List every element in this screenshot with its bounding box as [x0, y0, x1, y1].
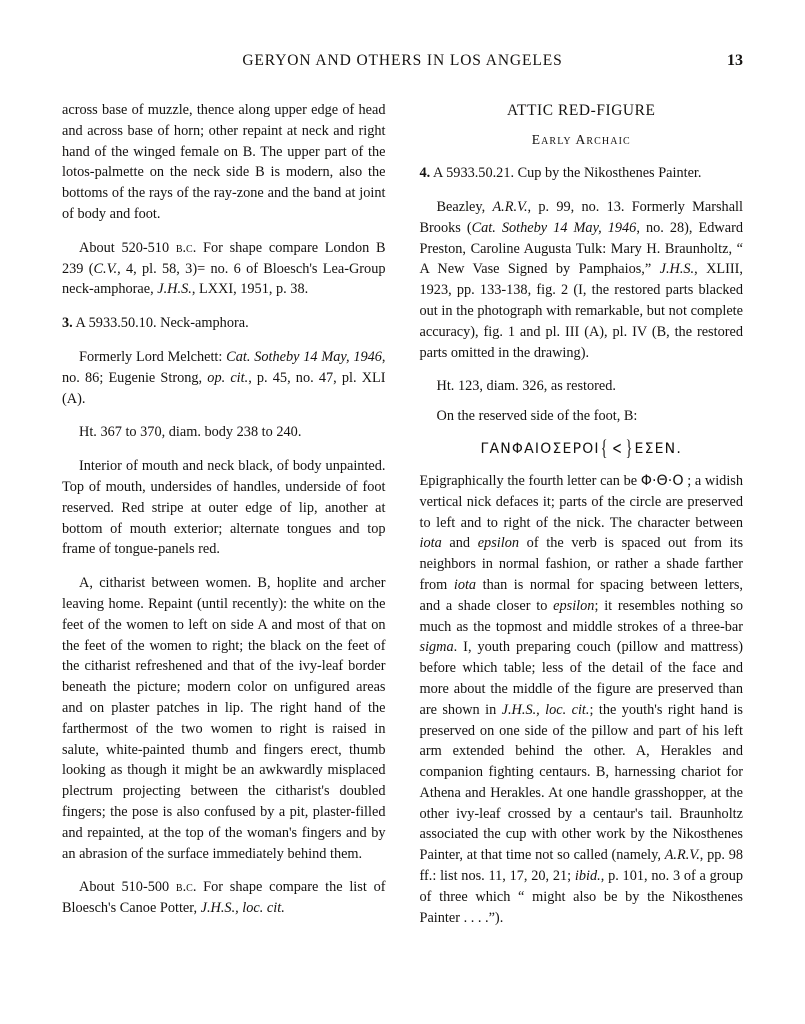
commentary-text-i: , pp. 98 ff.: list nos. 11, 17, 20, 21;	[419, 847, 744, 885]
inscription-tail: ΕΣΕΝ.	[634, 440, 683, 457]
entry-4-heading-text: A 5933.50.21. Cup by the Nikosthenes Painter.	[433, 165, 702, 182]
inscription-brace-open: {	[600, 437, 609, 462]
sotheby-citation: Cat. Sotheby 14 May, 1946	[226, 348, 382, 365]
commentary-text-a: Epigraphically the fourth letter can be	[419, 472, 641, 489]
provenance-text-c: , p. 45, no. 47, pl. XLI (A).	[62, 369, 386, 407]
cv-citation: C.V.	[93, 260, 118, 277]
entry-4-dimensions: Ht. 123, diam. 326, as restored.	[436, 378, 616, 395]
entry-4-number: 4.	[419, 165, 431, 182]
bib-text-b: , p. 99, no. 13. Formerly Marshall Brooks (	[419, 198, 743, 236]
commentary-text-d: of the verb is spaced out from its neighbors in normal fashion, or rather a shade farther from	[419, 535, 744, 593]
bib-text-a: Beazley,	[436, 198, 493, 215]
entry-4-inscription-intro: On the reserved side of the foot, B:	[436, 408, 638, 425]
jhs-citation-4: J.H.S., loc. cit.	[501, 701, 590, 718]
paragraph-date-text-a: About 520-510	[79, 239, 176, 256]
entry-4-heading	[420, 163, 744, 184]
bc-label: b.c.	[175, 239, 197, 256]
iota-term: iota	[419, 535, 442, 552]
bc-label-2: b.c.	[175, 879, 197, 896]
commentary-text-h: ; the youth's right hand is preserved on one side of the pillow and part of his left arm extended behind the other. A, Herakles and companion fighting centaurs. B, harnessing chariot for Athena and Herakles. At one handle grasshopper, at the other ivy-leaf crossed by a centaur's tail. Braunholtz associated the cup with other work by the Nikosthenes Painter, at that time not so called (namely,	[419, 701, 743, 864]
entry-3-date-text-b: For shape compare the list of Bloesch's Canoe Potter,	[62, 879, 386, 917]
commentary-text-c: and	[441, 535, 478, 552]
right-column	[420, 100, 744, 928]
inscription-text: ΓΑΝΦΑΙΟΣΕΡΟΙ	[480, 440, 600, 457]
section-title: ATTIC RED-FIGURE	[506, 102, 656, 119]
running-head	[62, 52, 743, 78]
jhs-citation-2: J.H.S., loc. cit.	[200, 900, 285, 917]
commentary-text-g: . I, youth preparing couch (pillow and mattress) before which table; less of the detail of the face and more about the middle of the figure are preserved than are shown in	[419, 639, 743, 718]
entry-3-description: Interior of mouth and neck black, of body unpainted. Top of mouth, undersides of handles, underside of foot reserved. Red stripe at outer edge of lip, another at bottom of mouth exterior; alternate tongues and top frame of tongue-panels red.	[62, 458, 386, 558]
epsilon-term-2: epsilon	[553, 597, 595, 614]
epsilon-term: epsilon	[477, 535, 520, 552]
entry-3-provenance	[62, 347, 386, 409]
entry-3-date	[62, 877, 386, 919]
opcit-citation: op. cit.	[207, 369, 249, 386]
entry-4-bibliography	[420, 197, 744, 363]
paragraph-date-shape	[62, 238, 386, 300]
entry-4-commentary	[420, 471, 744, 929]
page-number: 13	[727, 52, 743, 69]
left-column	[62, 100, 386, 928]
section-subtitle: Early Archaic	[531, 132, 631, 148]
paragraph-date-text-c: , 4, pl. 58, 3)= no. 6 of Bloesch's Lea-Group neck-amphorae,	[62, 260, 386, 298]
two-column-body	[62, 100, 743, 928]
bib-text-c: , no. 28), Edward Preston, Caroline Augusta Tulk: Mary H. Braunholtz, “ A New Vase Signed by Pamphaios,”	[419, 219, 743, 278]
paragraph-continuation: across base of muzzle, thence along upper edge of head and across base of horn; other repaint at neck and right hand of the winged female on B. The upper part of the lotos-palmette on the neck side B is modern, also the bottoms of the rays of the ray-zone and the band at joint of body and foot.	[62, 102, 386, 222]
bib-text-d: , XLIII, 1923, pp. 133-138, fig. 2 (I, the restored parts blacked out in the photograph with remarkable, but not complete accuracy), fig. 1 and pl. III (A), pl. IV (B, the restored parts omitted in the drawing).	[419, 261, 743, 361]
entry-3-heading	[62, 313, 386, 334]
sigma-term: sigma	[419, 639, 454, 656]
phi-theta-omicron-glyphs: Φ·Θ·Ο	[640, 472, 684, 489]
inscription-figure	[420, 437, 744, 462]
provenance-text-a: Formerly Lord Melchett:	[79, 348, 227, 365]
jhs-citation: J.H.S.	[157, 281, 192, 298]
commentary-text-b: ; a widish vertical nick defaces it; parts of the circle are preserved to left and to right of the nick. The character between	[419, 472, 743, 531]
arv-citation: A.R.V.	[492, 198, 528, 215]
commentary-text-e: than is normal for spacing between letters, and a shade closer to	[419, 576, 743, 614]
inscription-brace-close: }	[625, 437, 634, 462]
entry-3-date-text-a: About 510-500	[79, 879, 176, 896]
jhs-citation-3: J.H.S.	[659, 261, 695, 278]
running-head-title: GERYON AND OTHERS IN LOS ANGELES	[242, 52, 563, 69]
arv-citation-2: A.R.V.	[664, 847, 700, 864]
sotheby-citation-2: Cat. Sotheby 14 May, 1946	[471, 219, 637, 236]
entry-3-dimensions: Ht. 367 to 370, diam. body 238 to 240.	[79, 424, 302, 441]
paragraph-date-text-b: For shape compare London B 239 (	[62, 239, 386, 277]
paragraph-date-text-d: , LXXI, 1951, p. 38.	[191, 281, 309, 298]
inscription-lt-glyph: <	[611, 438, 623, 459]
provenance-text-b: , no. 86; Eugenie Strong,	[62, 348, 386, 386]
entry-3-subjects: A, citharist between women. B, hoplite and archer leaving home. Repaint (until recently): the white on the feet of the women to left on side A and most of that on the feet of the women to right; the black on the feet of the citharist refreshened and that of the ivy-leaf border beneath the picture; modern color on unfigured areas and on plaster patches in lip. The right hand of the farthermost of the two women to right is raised in salute, white-painted thumb and fingers erect, thumb looking as though it might be an awkwardly misplaced plectrum projecting between the citharist's doubled fingers; the pose is also confused by a pit, plaster-filled and repainted, at the top of the woman's fingers and by an abrasion of the surface immediately behind them.	[62, 575, 386, 862]
iota-term-2: iota	[453, 576, 477, 593]
entry-3-number: 3.	[62, 315, 73, 332]
commentary-text-j: , p. 101, no. 3 of a group of three which “ might also be by the Nikosthenes Painter . . . .”).	[419, 868, 743, 926]
entry-3-heading-text: A 5933.50.10. Neck-amphora.	[75, 315, 249, 332]
commentary-text-f: ; it resembles nothing so much as the topmost and middle strokes of a three-bar	[419, 597, 744, 635]
ibid-citation: ibid.	[574, 868, 601, 885]
